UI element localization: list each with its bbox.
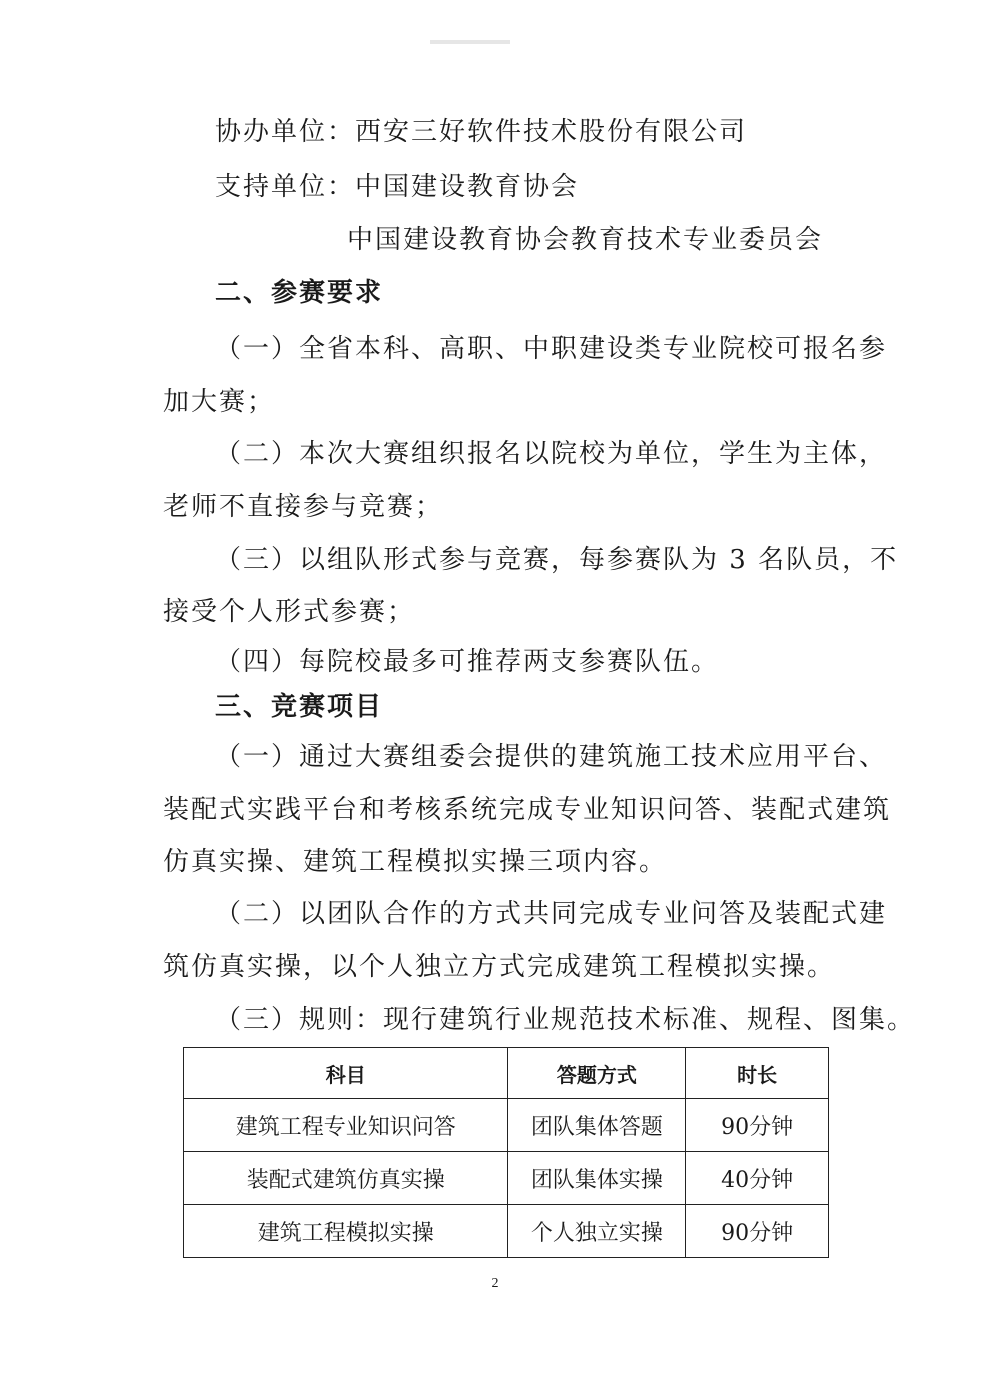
- page-number: 2: [491, 1276, 499, 1291]
- requirement-1-line-2: 加大赛；: [163, 387, 276, 417]
- table-row: [184, 1205, 829, 1258]
- header-subject: 科目: [184, 1048, 508, 1099]
- cell-answer-method: 个人独立实操: [508, 1205, 686, 1258]
- competition-2-line-1: （二）以团队合作的方式共同完成专业问答及装配式建: [215, 899, 888, 929]
- cell-answer-method: 团队集体答题: [508, 1099, 686, 1152]
- competition-3-line-1: （三）规则：现行建筑行业规范技术标准、规程、图集。: [215, 1005, 916, 1035]
- header-duration: 时长: [686, 1048, 829, 1099]
- requirement-1-line-1: （一）全省本科、高职、中职建设类专业院校可报名参: [215, 334, 888, 364]
- cell-subject: 建筑工程模拟实操: [184, 1205, 508, 1258]
- section-heading-requirements: 二、参赛要求: [215, 278, 384, 308]
- competition-1-line-2: 装配式实践平台和考核系统完成专业知识问答、装配式建筑: [163, 795, 892, 825]
- co-organizer-value: 西安三好软件技术股份有限公司: [355, 117, 748, 147]
- requirement-2-line-1: （二）本次大赛组织报名以院校为单位，学生为主体，: [215, 439, 888, 469]
- cell-duration: 40分钟: [686, 1152, 829, 1205]
- competition-1-line-1: （一）通过大赛组委会提供的建筑施工技术应用平台、: [215, 742, 888, 772]
- requirement-4-line-1: （四）每院校最多可推荐两支参赛队伍。: [215, 647, 720, 677]
- cell-answer-method: 团队集体实操: [508, 1152, 686, 1205]
- section-heading-competition-items: 三、竞赛项目: [215, 692, 384, 722]
- competition-1-line-3: 仿真实操、建筑工程模拟实操三项内容。: [163, 847, 668, 877]
- supporter-value-1: 中国建设教育协会: [355, 172, 580, 202]
- requirement-2-line-2: 老师不直接参与竞赛；: [163, 492, 444, 522]
- supporter-value-2: 中国建设教育协会教育技术专业委员会: [347, 225, 824, 255]
- cell-subject: 装配式建筑仿真实操: [184, 1152, 508, 1205]
- header-answer-method: 答题方式: [508, 1048, 686, 1099]
- co-organizer-label: 协办单位：: [215, 117, 356, 147]
- cell-duration: 90分钟: [686, 1099, 829, 1152]
- table-row: [184, 1152, 829, 1205]
- scan-artifact: [430, 40, 510, 44]
- requirement-3-line-2: 接受个人形式参赛；: [163, 597, 416, 627]
- supporter-label: 支持单位：: [215, 172, 356, 202]
- table-header-row: [184, 1048, 829, 1099]
- cell-subject: 建筑工程专业知识问答: [184, 1099, 508, 1152]
- supporter-line: [215, 170, 579, 204]
- competition-table: [183, 1047, 829, 1258]
- cell-duration: 90分钟: [686, 1205, 829, 1258]
- competition-2-line-2: 筑仿真实操，以个人独立方式完成建筑工程模拟实操。: [163, 952, 836, 982]
- co-organizer-line: [215, 115, 747, 149]
- table-row: [184, 1099, 829, 1152]
- requirement-3-line-1: （三）以组队形式参与竞赛，每参赛队为 3 名队员，不: [215, 545, 899, 575]
